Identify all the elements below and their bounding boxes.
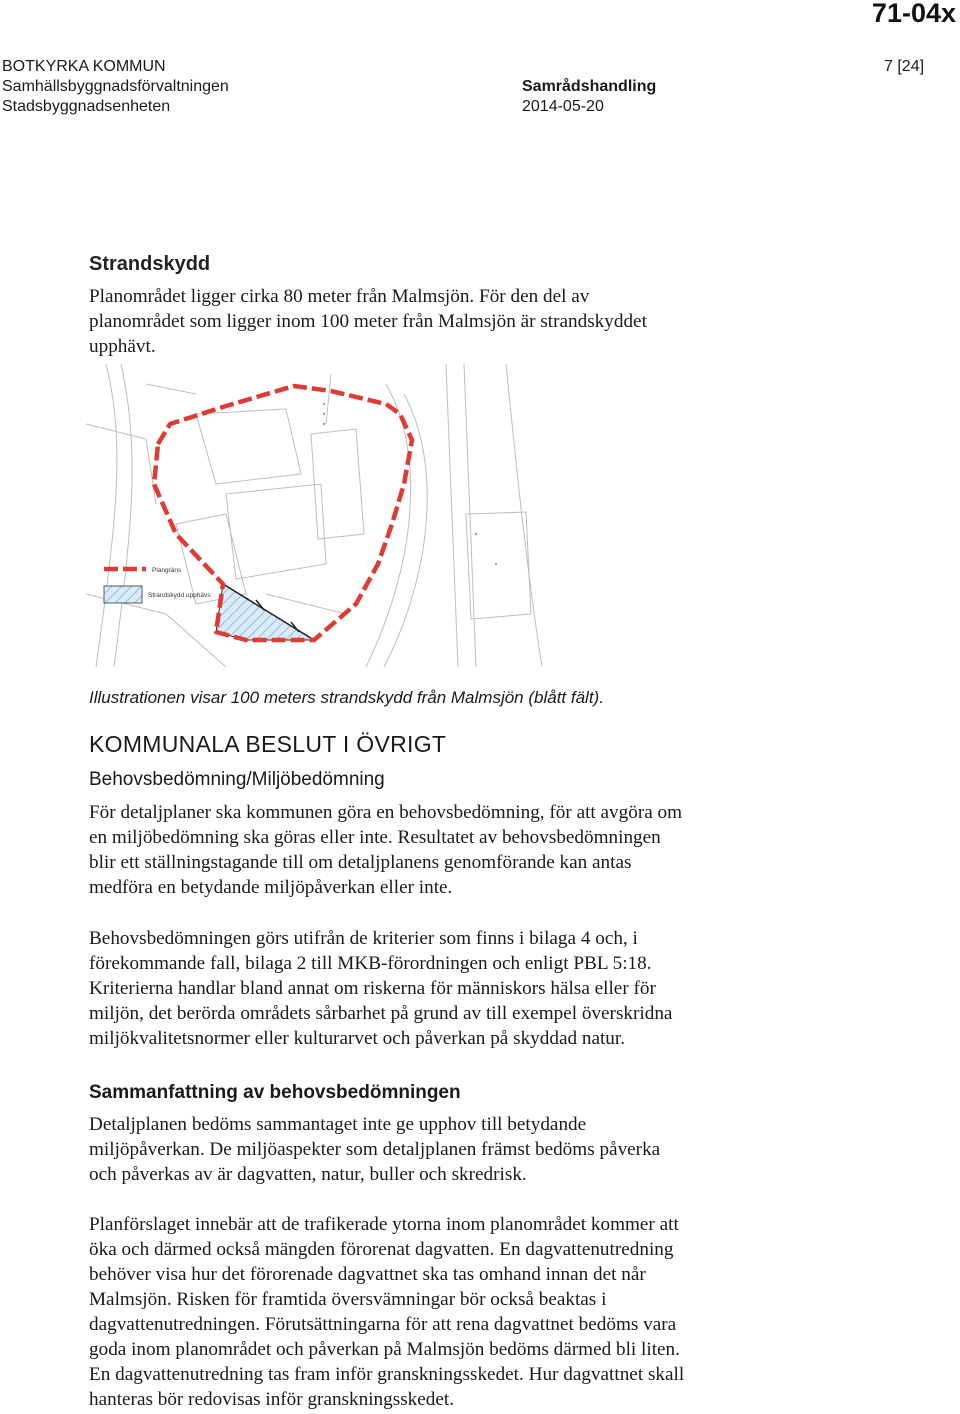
paragraph-strandskydd [89, 284, 809, 359]
header-date: 2014-05-20 [522, 98, 604, 115]
paragraph-behovsbedomning-2 [89, 926, 809, 1051]
header-page-number: 7 [24] [884, 58, 925, 75]
text-line: blir ett ställningstagande till om detaljplanens genomförande kan antas [89, 852, 632, 873]
text-line: Detaljplanen bedöms sammantaget inte ge upphov till betydande [89, 1114, 587, 1135]
text-line: miljöpåverkan. De miljöaspekter som detaljplanen främst bedöms påverka [89, 1139, 661, 1160]
text-line: miljökvalitetsnormer eller kulturarvet och påverkan på skyddad natur. [89, 1028, 626, 1049]
text-line: och påverkas av är dagvatten, natur, buller och skredrisk. [89, 1164, 527, 1185]
text-line: hanteras bör redovisas inför granskningsskedet. [89, 1389, 455, 1410]
text-line: planområdet som ligger inom 100 meter från Malmsjön är strandskyddet [89, 311, 647, 332]
text-line: Planförslaget innebär att de trafikerade ytorna inom planområdet kommer att [89, 1214, 679, 1235]
text-line: förekommande fall, bilaga 2 till MKB-förordningen och enligt PBL 5:18. [89, 953, 652, 974]
plan-map-illustration [86, 364, 542, 667]
subheading-behovsbedomning: Behovsbedömning/Miljöbedömning [89, 769, 385, 790]
paragraph-sammanfattning-1 [89, 1112, 809, 1187]
text-line: Malmsjön. Risken för framtida översvämningar bör också beaktas i [89, 1289, 607, 1310]
text-line: Behovsbedömningen görs utifrån de kriterier som finns i bilaga 4 och, i [89, 928, 638, 949]
section-heading-sammanfattning: Sammanfattning av behovsbedömningen [89, 1082, 461, 1103]
text-line: En dagvattenutredning tas fram inför granskningsskedet. Hur dagvattnet skall [89, 1364, 685, 1385]
header-unit: Stadsbyggnadsenheten [2, 98, 171, 115]
text-line: medföra en betydande miljöpåverkan eller inte. [89, 877, 453, 898]
text-line: Planområdet ligger cirka 80 meter från Malmsjön. För den del av [89, 286, 590, 307]
header-department: Samhällsbyggnadsförvaltningen [2, 78, 229, 95]
section-heading-strandskydd: Strandskydd [89, 253, 211, 275]
text-line: dagvattenutredningen. Förutsättningarna för att rena dagvattnet bedöms vara [89, 1314, 677, 1335]
text-line: miljön, det berörda områdets sårbarhet på grund av till exempel överskridna [89, 1003, 673, 1024]
paragraph-sammanfattning-2 [89, 1212, 809, 1412]
text-line: goda inom planområdet och påverkan på Malmsjön bedöms därmed bli liten. [89, 1339, 680, 1360]
text-line: Kriterierna handlar bland annat om riskerna för människors hälsa eller för [89, 978, 656, 999]
legend-strandskydd: Strandskydd upphävs [148, 592, 211, 599]
header-doc-type: Samrådshandling [522, 78, 657, 95]
text-line: För detaljplaner ska kommunen göra en behovsbedömning, för att avgöra om [89, 802, 683, 823]
text-line: en miljöbedömning ska göras eller inte. Resultatet av behovsbedömningen [89, 827, 661, 848]
text-line: öka och därmed också mängden förorenat dagvatten. En dagvattenutredning [89, 1239, 674, 1260]
text-line: behöver visa hur det förorenade dagvattnet ska tas omhand innan det når [89, 1264, 646, 1285]
header-org: BOTKYRKA KOMMUN [2, 58, 166, 75]
section-heading-kommunala-beslut: KOMMUNALA BESLUT I ÖVRIGT [89, 731, 447, 757]
document-code: 71-04x [871, 0, 956, 28]
legend-plangrans: Plangräns [152, 567, 182, 574]
map-caption: Illustrationen visar 100 meters strandskydd från Malmsjön (blått fält). [89, 688, 604, 707]
text-line: upphävt. [89, 336, 156, 357]
paragraph-behovsbedomning-1 [89, 800, 809, 900]
